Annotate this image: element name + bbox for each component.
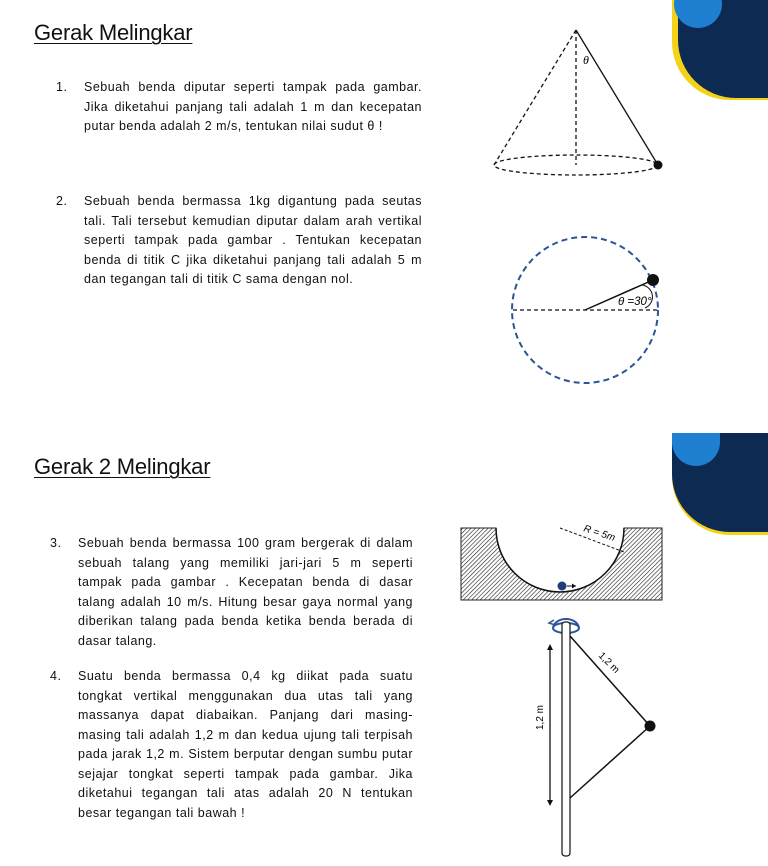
question-4-number: 4. xyxy=(50,669,62,683)
rotating-pole-figure xyxy=(528,612,668,862)
trough-figure xyxy=(460,522,665,604)
cone-theta-label: θ xyxy=(583,53,589,67)
circle-angle-label: θ =30° xyxy=(618,296,652,308)
question-4-text: Suatu benda bermassa 0,4 kg diikat pada suatu tongkat vertikal menggunakan dua utas tali yang massanya dapat diabaikan. Panjang dari masing-masing tali adalah 1,2 m dan kedua ujung tali terpisah pada jarak 1,2 m. Sistem berputar dengan sumbu putar sejajar tongkat seperti tampak pada gambar. Jika diketahui tegangan tali atas adalah 20 N tentukan besar tegangan tali bawah ! xyxy=(78,669,413,820)
pole-rope-label: 1,2 m xyxy=(595,650,622,676)
question-2-number: 2. xyxy=(56,194,68,208)
question-2-text: Sebuah benda bermassa 1kg digantung pada seutas tali. Tali tersebut kemudian diputar dalam arah vertikal seperti tampak pada gambar . Tentukan kecepatan benda di titik C jika diketahui panjang tali adalah 5 m dan tegangan tali di titik C sama dengan nol. xyxy=(84,194,422,286)
question-1-number: 1. xyxy=(56,80,68,94)
trough-radius-label: R = 5m xyxy=(582,523,617,544)
question-3-text: Sebuah benda bermassa 100 gram bergerak di dalam sebuah talang yang memiliki jari-jari 5 m seperti tampak pada gambar . Kecepatan benda di dasar talang adalah 10 m/s. Hitung besar gaya normal yang diberikan talang pada benda ketika benda berada di dasar talang. xyxy=(78,536,413,648)
question-4 xyxy=(50,667,413,823)
pole-gap-label: 1,2 m xyxy=(535,704,546,730)
section-2-title: Gerak 2 Melingkar xyxy=(34,454,211,479)
section-1-title: Gerak Melingkar xyxy=(34,20,193,45)
question-3-number: 3. xyxy=(50,536,62,550)
question-3 xyxy=(50,534,413,651)
question-1-text: Sebuah benda diputar seperti tampak pada gambar. Jika diketahui panjang tali adalah 1 m dan kecepatan putar benda adalah 2 m/s, tentukan nilai sudut θ ! xyxy=(84,80,422,133)
